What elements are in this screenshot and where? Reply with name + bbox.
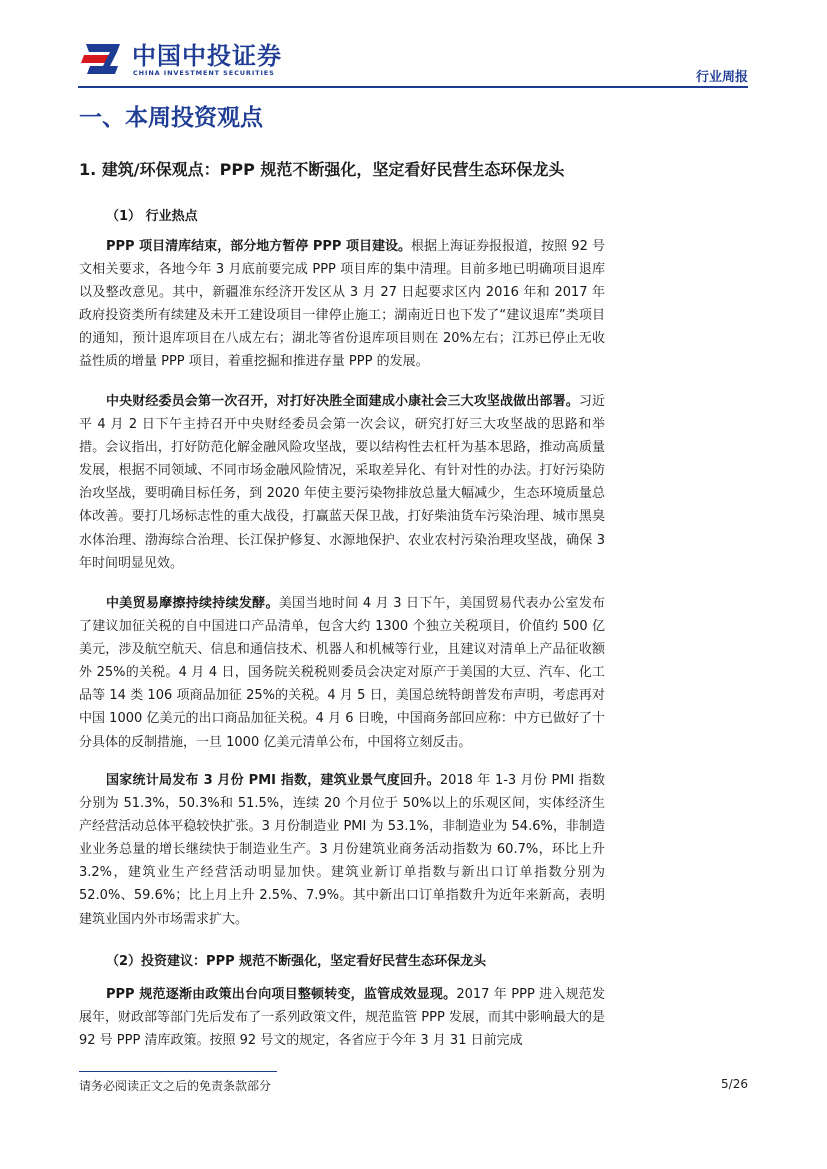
paragraph-body: 根据上海证券报报道，按照 92 号文相关要求，各地今年 3 月底前要完成 PPP 项目库的集中清理。目前多地已明确项目退库以及整改意见。其中，新疆准东经济开发区从 3 月 27 日起要求区内 2016 年和 2017 年政府投资类所有续建及未开工建设项目一律停止施工；湖南近日也下发了“建议退库”类项目的通知，预计退库项目在八成左右；湖北等省份退库项目则在 20%左右；江苏已停止无收益性质的增量 PPP 项目，着重挖掘和推进存量 PPP 的发展。: [79, 239, 605, 370]
header-divider: [78, 86, 748, 88]
logo-chinese-name: 中国中投证券: [132, 42, 282, 70]
paragraph-lead: 中美贸易摩擦持续持续发酵。: [106, 596, 279, 611]
logo-mark-icon: [80, 42, 124, 76]
paragraph-body: 习近平 4 月 2 日下午主持召开中央财经委员会第一次会议，研究打好三大攻坚战的思路和举措。会议指出，打好防范化解金融风险攻坚战，要以结构性去杠杆为基本思路，推动高质量发展，根据不同领域、不同市场金融风险情况，采取差异化、有针对性的办法。打好污染防治攻坚战，要明确目标任务，到 2020 年使主要污染物排放总量大幅减少，生态环境质量总体改善。要打几场标志性的重大战役，打赢蓝天保卫战，打好柴油货车污染治理、城市黑臭水体治理、渤海综合治理、长江保护修复、水源地保护、农业农村污染治理攻坚战，确保 3 年时间明显见效。: [79, 394, 605, 571]
logo-english-name: CHINA INVESTMENT SECURITIES: [133, 69, 275, 77]
paragraph-trade-friction: [79, 592, 605, 754]
paragraph-lead: 中央财经委员会第一次召开，对打好决胜全面建成小康社会三大攻坚战做出部署。: [106, 394, 579, 409]
paragraph-lead: 国家统计局发布 3 月份 PMI 指数，建筑业景气度回升。: [106, 773, 440, 788]
paragraph-central-finance: [79, 390, 605, 575]
company-logo: [80, 40, 282, 80]
paragraph-ppp-clearing: [79, 235, 605, 374]
footer-divider: [79, 1071, 277, 1072]
investment-advice-heading: （2）投资建议：PPP 规范不断强化，坚定看好民营生态环保龙头: [106, 954, 487, 969]
paragraph-body: 美国当地时间 4 月 3 日下午，美国贸易代表办公室发布了建议加征关税的自中国进口产品清单，包含大约 1300 个独立关税项目，价值约 500 亿美元，涉及航空航天、信息和通信技术、机器人和机械等行业，且建议对清单上产品征收额外 25%的关税。4 月 4 日，国务院关税税则委员会决定对原产于美国的大豆、汽车、化工品等 14 类 106 项商品加征 25%的关税。4 月 5 日，美国总统特朗普发布声明，考虑再对中国 1000 亿美元的出口商品加征关税。4 月 6 日晚，中国商务部回应称：中方已做好了十分具体的反制措施，一旦 1000 亿美元清单公布，中国将立刻反击。: [79, 596, 605, 750]
subsection-title: 1. 建筑/环保观点：PPP 规范不断强化，坚定看好民营生态环保龙头: [79, 160, 565, 179]
paragraph-body: 2018 年 1-3 月份 PMI 指数分别为 51.3%，50.3%和 51.5%，连续 20 个月位于 50%以上的乐观区间，实体经济生产经营活动总体平稳较快扩张。3 月份制造业 PMI 为 53.1%，非制造业为 54.6%，非制造业业务总量的增长继续快于制造业生产。3 月份建筑业商务活动指数为 60.7%，环比上升 3.2%，建筑业生产经营活动明显加快。建筑业新订单指数与新出口订单指数分别为 52.0%、59.6%；比上月上升 2.5%、7.9%。其中新出口订单指数升为近年来新高，表明建筑业国内外市场需求扩大。: [79, 773, 605, 927]
paragraph-body: 2017 年 PPP 进入规范发展年，财政部等部门先后发布了一系列政策文件，规范监管 PPP 发展，而其中影响最大的是 92 号 PPP 清库政策。按照 92 号文的规定，各省应于今年 3 月 31 日前完成: [79, 987, 605, 1049]
paragraph-ppp-regulation: [79, 983, 605, 1052]
section-title: 一、本周投资观点: [79, 105, 263, 131]
industry-hot-heading: （1） 行业热点: [106, 209, 198, 224]
page-number: 5/26: [721, 1077, 748, 1091]
footer-disclaimer: 请务必阅读正文之后的免责条款部分: [79, 1079, 272, 1093]
paragraph-lead: PPP 规范逐渐由政策出台向项目整顿转变，监管成效显现。: [106, 987, 457, 1002]
paragraph-pmi: [79, 769, 605, 931]
report-type-label: 行业周报: [695, 70, 748, 85]
paragraph-lead: PPP 项目清库结束，部分地方暂停 PPP 项目建设。: [106, 239, 412, 254]
page-header: [0, 0, 827, 92]
